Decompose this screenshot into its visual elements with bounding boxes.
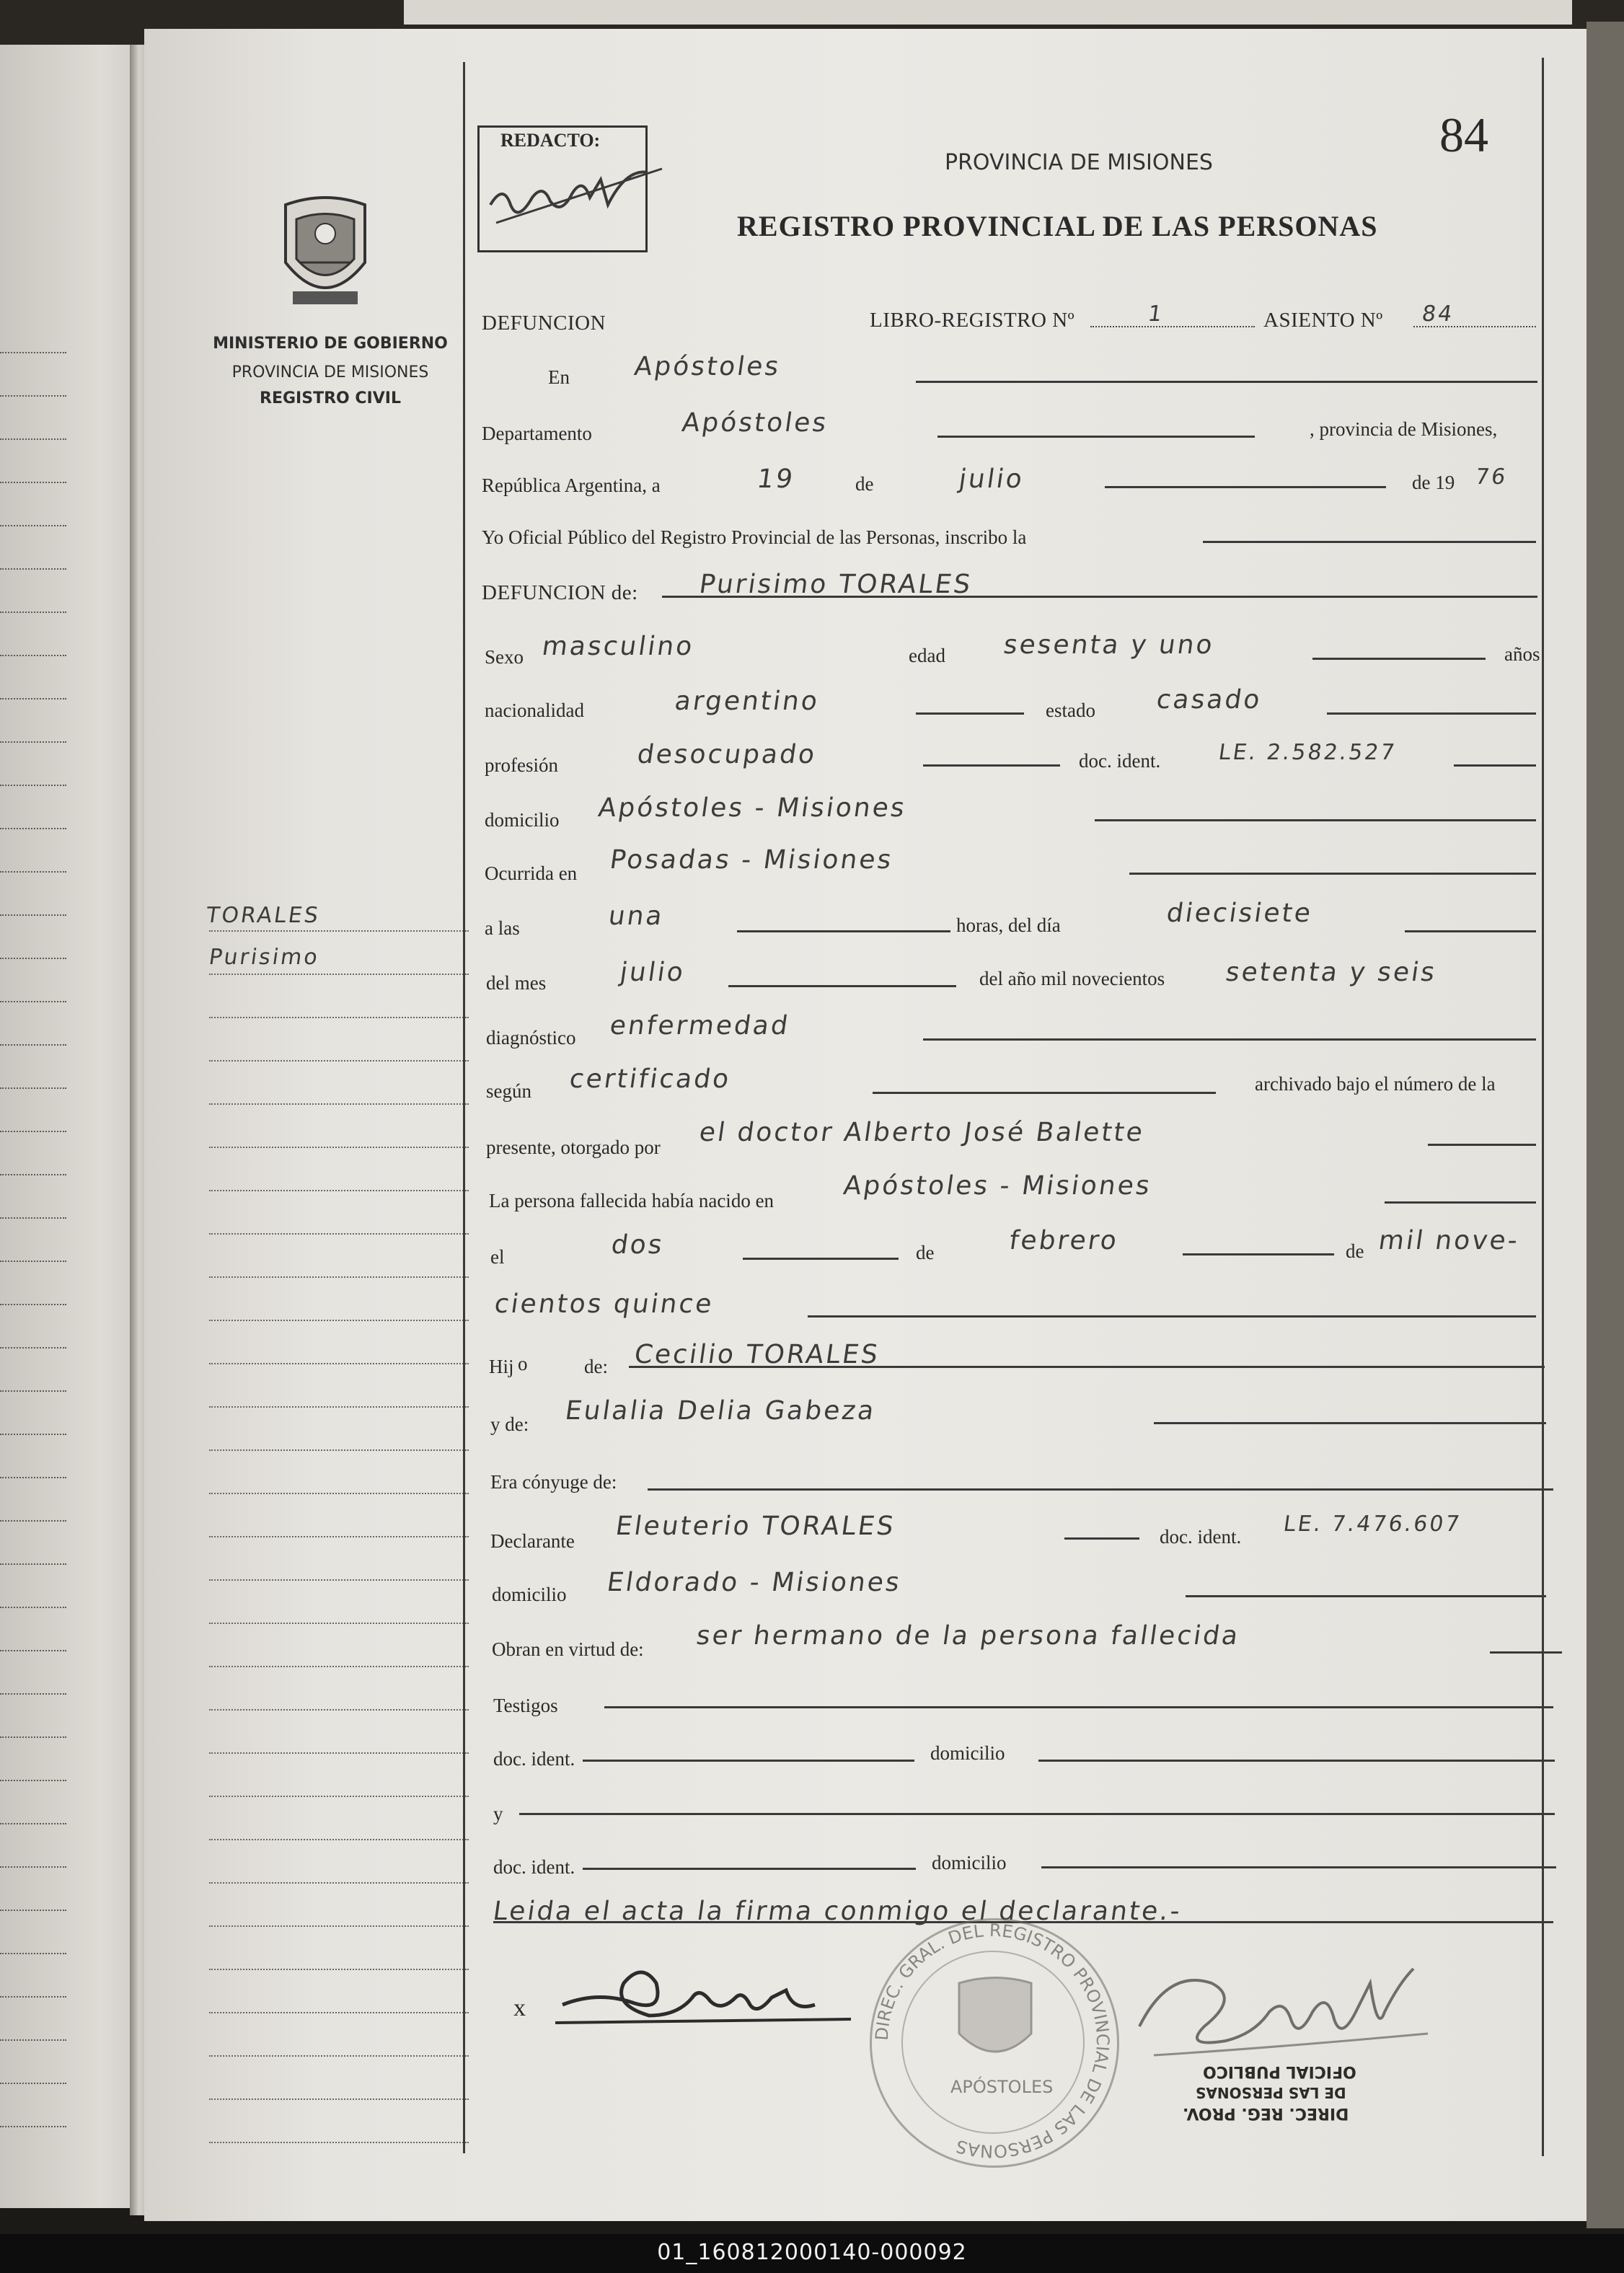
seal-bottom-text: APÓSTOLES <box>950 2077 1054 2097</box>
sexo-value: masculino <box>540 632 697 661</box>
margin-line <box>209 1147 469 1148</box>
profesion-label: profesión <box>485 754 558 776</box>
province-title: PROVINCIA DE MISIONES <box>945 150 1213 175</box>
margin-line <box>209 2098 469 2100</box>
left-page-line <box>0 1390 66 1392</box>
doc-ident-line <box>1454 764 1536 767</box>
hijo-de-label: de: <box>584 1356 608 1377</box>
margin-line <box>209 1969 469 1970</box>
hijo-label: Hij <box>489 1356 514 1377</box>
margin-line <box>209 1839 469 1840</box>
registry-heading: REGISTRO CIVIL <box>260 389 401 407</box>
left-page-line <box>0 1001 66 1002</box>
conyuge-line <box>648 1488 1553 1491</box>
province-heading: PROVINCIA DE MISIONES <box>231 363 429 381</box>
del-mes-line <box>728 985 956 987</box>
anio-label: del año mil novecientos <box>979 968 1165 989</box>
el-month-line <box>1183 1253 1334 1255</box>
presente-value: el doctor Alberto José Balette <box>697 1118 1147 1147</box>
libro-value: 1 <box>1146 301 1166 327</box>
defuncion-de-line <box>662 596 1537 598</box>
ministry-heading: MINISTERIO DE GOBIERNO <box>213 335 448 353</box>
obran-label: Obran en virtud de: <box>492 1638 644 1660</box>
rubber-stamp-line-1: OFICIAL PUBLICO <box>1203 2062 1356 2080</box>
left-page-line <box>0 1866 66 1868</box>
departamento-value: Apóstoles <box>680 408 831 438</box>
declarante-line <box>1064 1537 1139 1540</box>
provincia-suffix: , provincia de Misiones, <box>1310 418 1498 440</box>
margin-line <box>209 1233 469 1235</box>
y-label: y <box>493 1803 503 1824</box>
left-page-line <box>0 395 66 397</box>
margin-line <box>209 1103 469 1105</box>
domicilio-value: Apóstoles - Misiones <box>596 793 909 823</box>
next-card-edge <box>404 0 1572 25</box>
anio-value: setenta y seis <box>1224 958 1439 987</box>
edad-value: sesenta y uno <box>1002 630 1217 660</box>
republica-label: República Argentina, a <box>482 475 661 496</box>
left-page <box>0 45 144 2208</box>
el-de2: de <box>1346 1240 1364 1262</box>
margin-line <box>209 1190 469 1191</box>
redacto-initials <box>482 154 669 234</box>
rubber-stamp-line-2: DE LAS PERSONAS <box>1196 2084 1346 2101</box>
left-page-line <box>0 1910 66 1911</box>
left-page-line <box>0 1347 66 1349</box>
margin-line <box>209 1796 469 1797</box>
el-year2-line <box>808 1315 1536 1318</box>
left-page-line <box>0 1261 66 1262</box>
margin-line <box>209 1666 469 1667</box>
margin-line <box>209 1536 469 1537</box>
left-page-line <box>0 1736 66 1738</box>
left-page-line <box>0 741 66 743</box>
ocurrida-label: Ocurrida en <box>485 862 578 884</box>
sexo-label: Sexo <box>485 646 524 668</box>
presente-line <box>1428 1144 1536 1146</box>
republica-line <box>1105 486 1386 488</box>
margin-line <box>209 2055 469 2057</box>
margin-line <box>209 2142 469 2143</box>
left-page-line <box>0 1823 66 1824</box>
left-page-line <box>0 698 66 699</box>
margin-line <box>209 2012 469 2013</box>
margin-line <box>209 1363 469 1364</box>
en-line <box>916 381 1537 383</box>
republica-day: 19 <box>755 464 797 494</box>
left-page-line <box>0 482 66 483</box>
en-value: Apóstoles <box>632 352 783 381</box>
del-mes-value: julio <box>618 958 687 987</box>
declarante-value: Eleuterio TORALES <box>614 1511 898 1541</box>
nacionalidad-line <box>916 712 1024 715</box>
left-page-line <box>0 1174 66 1175</box>
doc2-domicilio-label: domicilio <box>932 1852 1007 1873</box>
form-right-rule <box>1542 58 1544 2156</box>
nacido-line <box>1385 1201 1536 1204</box>
segun-line <box>873 1092 1216 1094</box>
domicilio2-value: Eldorado - Misiones <box>605 1568 904 1597</box>
del-mes-label: del mes <box>486 972 547 994</box>
estado-label: estado <box>1046 699 1095 721</box>
left-page-line <box>0 1607 66 1608</box>
signature-mark: x <box>513 1995 526 2021</box>
coat-of-arms-emblem <box>271 190 379 313</box>
testigos-line <box>604 1706 1553 1708</box>
margin-line <box>209 1060 469 1062</box>
defuncion-de-value: Purisimo TORALES <box>697 570 975 599</box>
margin-line <box>209 1709 469 1711</box>
el-label: el <box>490 1246 505 1268</box>
left-page-line <box>0 828 66 829</box>
departamento-line <box>937 436 1255 438</box>
left-page-line <box>0 2039 66 2041</box>
nacido-label: La persona fallecida había nacido en <box>489 1190 775 1211</box>
margin-line <box>209 1752 469 1754</box>
left-page-line <box>0 1563 66 1565</box>
doc-ident-value: LE. 2.582.527 <box>1217 740 1398 765</box>
margin-line <box>209 1017 469 1018</box>
left-page-line <box>0 1520 66 1522</box>
a-las-line <box>737 930 950 932</box>
left-page-line <box>0 871 66 873</box>
left-page-line <box>0 1780 66 1781</box>
edad-line <box>1312 658 1486 660</box>
profesion-line <box>923 764 1060 767</box>
doc2-label: doc. ident. <box>493 1856 575 1878</box>
nacionalidad-label: nacionalidad <box>485 699 584 721</box>
obran-value: ser hermano de la persona fallecida <box>694 1621 1243 1651</box>
left-page-line <box>0 914 66 916</box>
el-day-line <box>743 1258 899 1260</box>
declarante-signature <box>555 1947 894 2055</box>
right-edge <box>1587 22 1624 2228</box>
y-de-value: Eulalia Delia Gabeza <box>563 1396 878 1426</box>
republica-de19: de 19 <box>1412 472 1455 493</box>
left-page-line <box>0 655 66 656</box>
doc1-domicilio-label: domicilio <box>930 1742 1005 1764</box>
nacido-value: Apóstoles - Misiones <box>842 1171 1154 1201</box>
margin-line <box>209 1925 469 1927</box>
left-page-line <box>0 1304 66 1305</box>
left-page-line <box>0 352 66 353</box>
archivado-label: archivado bajo el número de la <box>1255 1073 1496 1095</box>
doc1-line <box>583 1760 914 1762</box>
el-day: dos <box>609 1230 666 1260</box>
left-page-line <box>0 438 66 440</box>
republica-month: julio <box>957 464 1026 494</box>
oficial-signature <box>1125 1940 1464 2077</box>
a-las-label: a las <box>485 917 520 939</box>
el-month: febrero <box>1007 1226 1121 1255</box>
ocurrida-value: Posadas - Misiones <box>608 845 896 875</box>
a-las-value: una <box>606 901 666 931</box>
registry-title: REGISTRO PROVINCIAL DE LAS PERSONAS <box>737 210 1378 242</box>
left-page-line <box>0 525 66 526</box>
margin-line <box>209 930 469 932</box>
margin-line <box>209 1882 469 1884</box>
el-de1: de <box>916 1242 935 1263</box>
hijo-suffix: o <box>518 1353 528 1374</box>
left-page-line <box>0 1434 66 1435</box>
diagnostico-label: diagnóstico <box>486 1027 576 1049</box>
anos-label: años <box>1504 643 1540 665</box>
en-label: En <box>548 366 570 388</box>
margin-given-name: Purisimo <box>207 945 322 970</box>
declarante-doc-value: LE. 7.476.607 <box>1281 1511 1463 1537</box>
y-de-label: y de: <box>490 1413 529 1435</box>
left-page-line <box>0 1693 66 1695</box>
margin-surname: TORALES <box>204 903 322 928</box>
republica-de1: de <box>855 473 874 495</box>
domicilio-line <box>1095 819 1536 821</box>
svg-text:DIREC. GRAL. DEL REGISTRO PROV: DIREC. GRAL. DEL REGISTRO PROVINCIAL DE LAS PERSONAS <box>871 1920 1113 2162</box>
form-left-rule <box>463 62 465 2153</box>
margin-line <box>209 1406 469 1408</box>
margin-line <box>209 1320 469 1321</box>
margin-line <box>209 1276 469 1278</box>
horas-label: horas, del día <box>956 914 1061 936</box>
estado-value: casado <box>1155 685 1264 715</box>
y-line <box>519 1813 1555 1815</box>
dia-line <box>1405 930 1536 932</box>
dia-value: diecisiete <box>1165 899 1315 928</box>
doc1-label: doc. ident. <box>493 1748 575 1770</box>
hijo-line <box>629 1366 1545 1368</box>
margin-line <box>209 974 469 975</box>
republica-year: 76 <box>1473 464 1509 490</box>
left-page-line <box>0 1217 66 1219</box>
hijo-value: Cecilio TORALES <box>632 1340 882 1369</box>
redacto-label: REDACTO: <box>500 130 601 151</box>
segun-label: según <box>486 1080 531 1102</box>
ocurrida-line <box>1129 873 1536 875</box>
left-page-line <box>0 612 66 613</box>
left-page-line <box>0 785 66 786</box>
left-page-line <box>0 1996 66 1998</box>
rubber-stamp-line-3: DIREC. REG. PROV. <box>1183 2104 1349 2122</box>
profesion-value: desocupado <box>635 740 819 769</box>
left-page-line <box>0 1650 66 1651</box>
left-page-line <box>0 1477 66 1478</box>
left-page-line <box>0 1087 66 1089</box>
doc2-line <box>583 1868 916 1870</box>
edad-label: edad <box>909 645 945 666</box>
oficial-text: Yo Oficial Público del Registro Provincial de las Personas, inscribo la <box>482 526 1027 548</box>
declarante-doc-label: doc. ident. <box>1160 1526 1242 1548</box>
testigos-label: Testigos <box>493 1695 558 1716</box>
oficial-line <box>1203 541 1536 543</box>
libro-label: LIBRO-REGISTRO Nº <box>870 309 1075 332</box>
asiento-line <box>1413 326 1536 327</box>
doc2-domicilio-line <box>1041 1866 1556 1868</box>
margin-line <box>209 1449 469 1451</box>
diagnostico-line <box>923 1038 1536 1041</box>
margin-line <box>209 1493 469 1494</box>
estado-line <box>1327 712 1536 715</box>
left-page-line <box>0 958 66 959</box>
leida-value: Leida el acta la firma conmigo el declarante.- <box>491 1897 1184 1926</box>
defuncion-de-label: DEFUNCION de: <box>482 581 638 604</box>
asiento-value: 84 <box>1420 301 1456 327</box>
domicilio-label: domicilio <box>485 809 560 831</box>
seal-figure <box>952 1976 1038 2070</box>
doc-ident-label: doc. ident. <box>1079 750 1161 772</box>
conyuge-label: Era cónyuge de: <box>490 1471 617 1493</box>
doc1-domicilio-line <box>1038 1760 1555 1762</box>
declarante-label: Declarante <box>490 1530 575 1552</box>
left-page-line <box>0 2083 66 2084</box>
left-page-line <box>0 568 66 570</box>
departamento-label: Departamento <box>482 423 592 444</box>
domicilio2-line <box>1186 1595 1546 1597</box>
libro-line <box>1090 326 1255 327</box>
asiento-label: ASIENTO Nº <box>1263 309 1383 332</box>
segun-value: certificado <box>568 1064 733 1094</box>
left-page-line <box>0 1131 66 1132</box>
left-page-line <box>0 2126 66 2127</box>
record-type-label: DEFUNCION <box>482 312 606 335</box>
y-de-line <box>1154 1422 1546 1424</box>
left-page-line <box>0 1953 66 1954</box>
margin-line <box>209 1579 469 1581</box>
presente-label: presente, otorgado por <box>486 1136 661 1158</box>
domicilio2-label: domicilio <box>492 1584 567 1605</box>
nacionalidad-value: argentino <box>673 687 821 716</box>
el-year2: cientos quince <box>493 1289 716 1319</box>
left-page-line <box>0 1044 66 1046</box>
el-year1: mil nove- <box>1377 1226 1522 1255</box>
image-caption: 01_160812000140-000092 <box>657 2240 967 2265</box>
obran-line <box>1490 1651 1562 1654</box>
diagnostico-value: enfermedad <box>608 1011 792 1041</box>
margin-line <box>209 1623 469 1624</box>
page-number: 84 <box>1439 107 1488 162</box>
